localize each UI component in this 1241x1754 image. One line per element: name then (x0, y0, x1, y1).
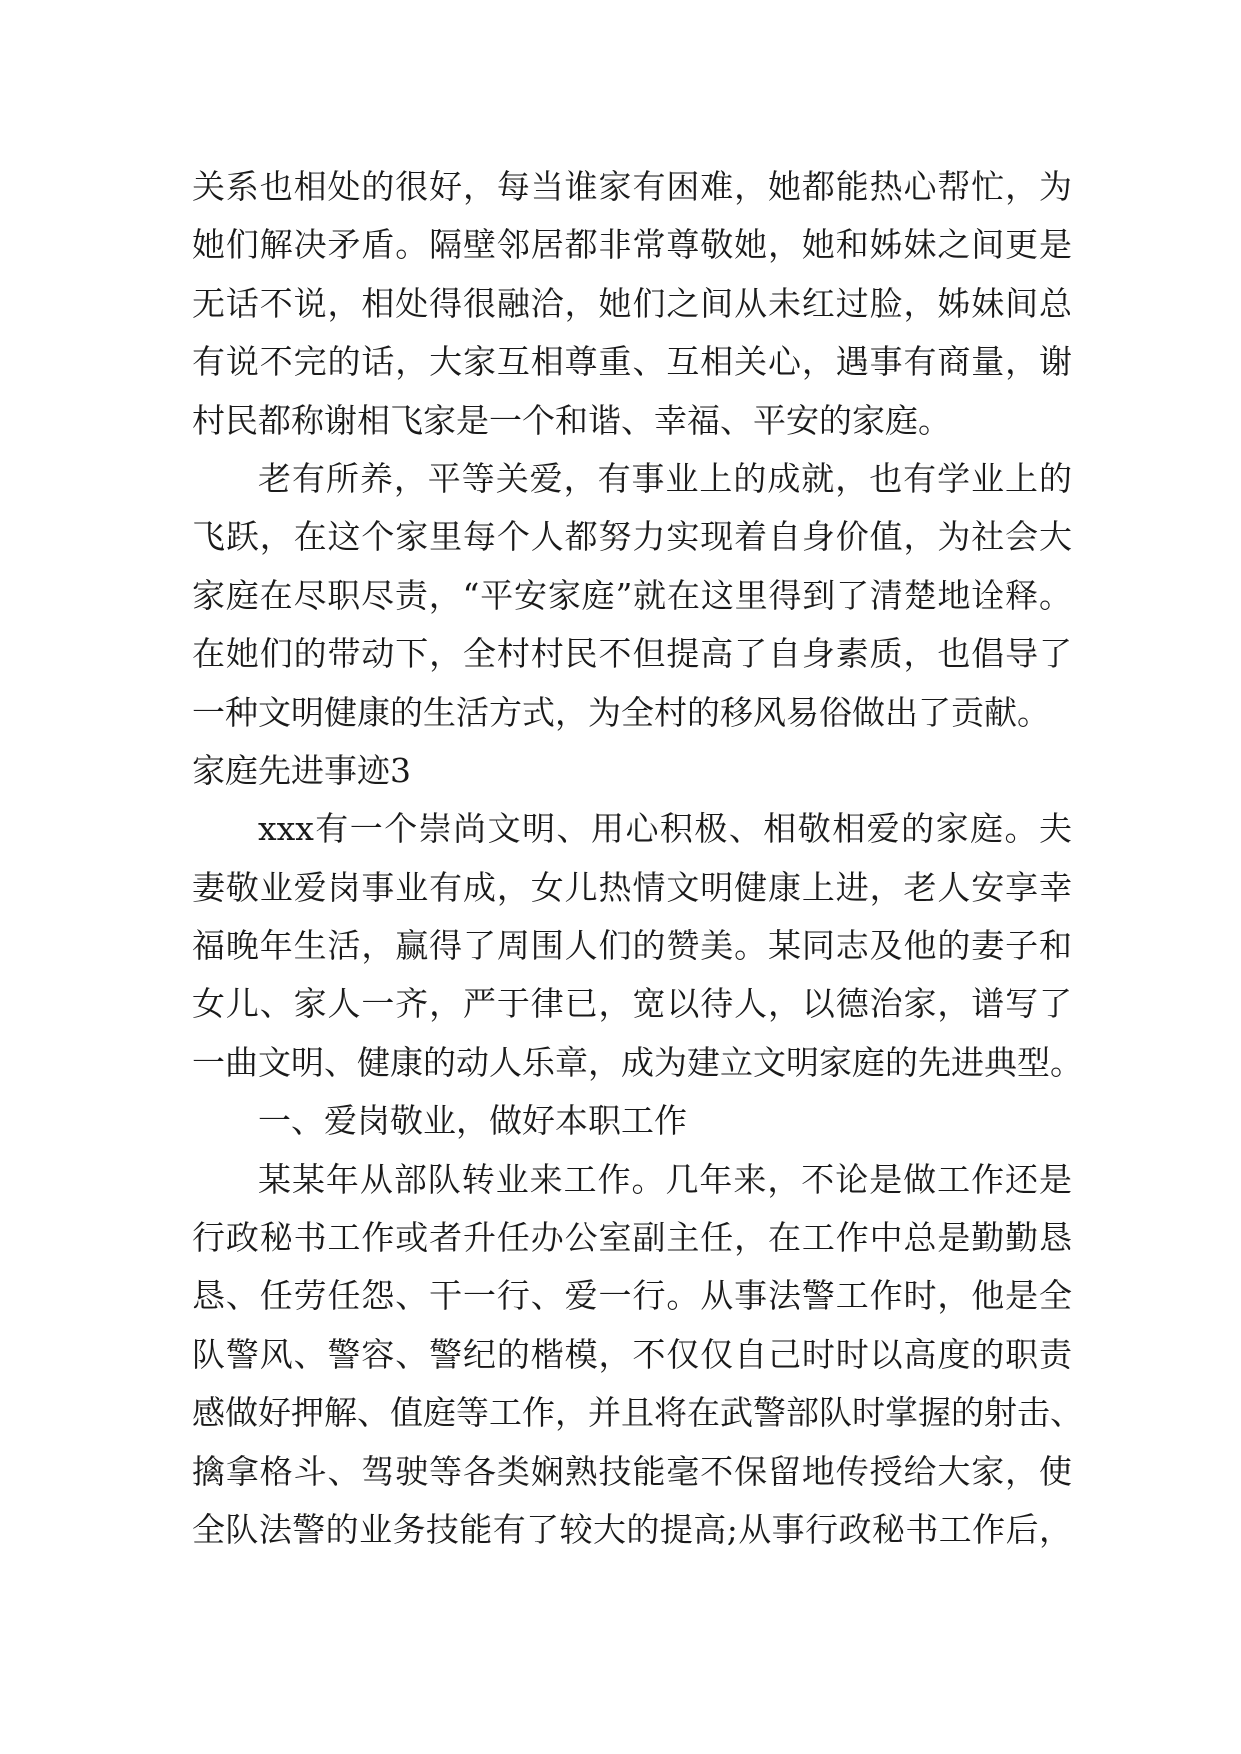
section-heading (192, 742, 1072, 800)
paragraph (192, 450, 1072, 742)
text-line: 一曲文明、健康的动人乐章，成为建立文明家庭的先进典型。 (192, 1042, 1083, 1082)
text-line: 恳、任劳任怨、干一行、爱一行。从事法警工作时，他是全 (192, 1276, 1072, 1316)
document-body (192, 158, 1083, 1559)
text-line: 行政秘书工作或者升任办公室副主任，在工作中总是勤勤恳 (192, 1218, 1072, 1258)
text-line: 老有所养，平等关爱，有事业上的成就，也有学业上的 (258, 458, 1072, 498)
paragraph (192, 1151, 1083, 1560)
text-line: 感做好押解、值庭等工作，并且将在武警部队时掌握的射击、 (192, 1393, 1083, 1433)
text-line: 福晚年生活，赢得了周围人们的赞美。某同志及他的妻子和 (192, 926, 1072, 966)
text-line: 村民都称谢相飞家是一个和谐、幸福、平安的家庭。 (192, 400, 951, 440)
paragraph (192, 800, 1083, 1092)
text-line: 一种文明健康的生活方式，为全村的移风易俗做出了贡献。 (192, 692, 1050, 732)
text-line: 家庭在尽职尽责，“平安家庭”就在这里得到了清楚地诠释。 (192, 575, 1072, 615)
text-line: xxx有一个崇尚文明、用心积极、相敬相爱的家庭。夫 (258, 809, 1072, 849)
text-line: 队警风、警容、警纪的楷模，不仅仅自己时时以高度的职责 (192, 1334, 1072, 1374)
text-line: 一、爱岗敬业，做好本职工作 (258, 1101, 687, 1141)
text-line: 全队法警的业务技能有了较大的提高;从事行政秘书工作后， (192, 1509, 1072, 1549)
section-heading (192, 1092, 1072, 1150)
text-line: 女儿、家人一齐，严于律已，宽以待人，以德治家，谱写了 (192, 984, 1072, 1024)
text-line: 妻敬业爱岗事业有成，女儿热情文明健康上进，老人安享幸 (192, 867, 1072, 907)
text-line: 家庭先进事迹3 (192, 750, 411, 790)
text-line: 某某年从部队转业来工作。几年来，不论是做工作还是 (258, 1159, 1072, 1199)
text-line: 关系也相处的很好，每当谁家有困难，她都能热心帮忙，为 (192, 167, 1072, 206)
paragraph (192, 158, 1072, 450)
text-line: 无话不说，相处得很融洽，她们之间从未红过脸，姊妹间总 (192, 283, 1072, 323)
text-line: 在她们的带动下，全村村民不但提高了自身素质，也倡导了 (192, 634, 1072, 674)
text-line: 有说不完的话，大家互相尊重、互相关心，遇事有商量，谢 (192, 342, 1072, 382)
text-line: 她们解决矛盾。隔壁邻居都非常尊敬她，她和姊妹之间更是 (192, 225, 1072, 265)
text-line: 飞跃，在这个家里每个人都努力实现着自身价值，为社会大 (192, 517, 1072, 557)
text-line: 擒拿格斗、驾驶等各类娴熟技能毫不保留地传授给大家，使 (192, 1451, 1072, 1491)
